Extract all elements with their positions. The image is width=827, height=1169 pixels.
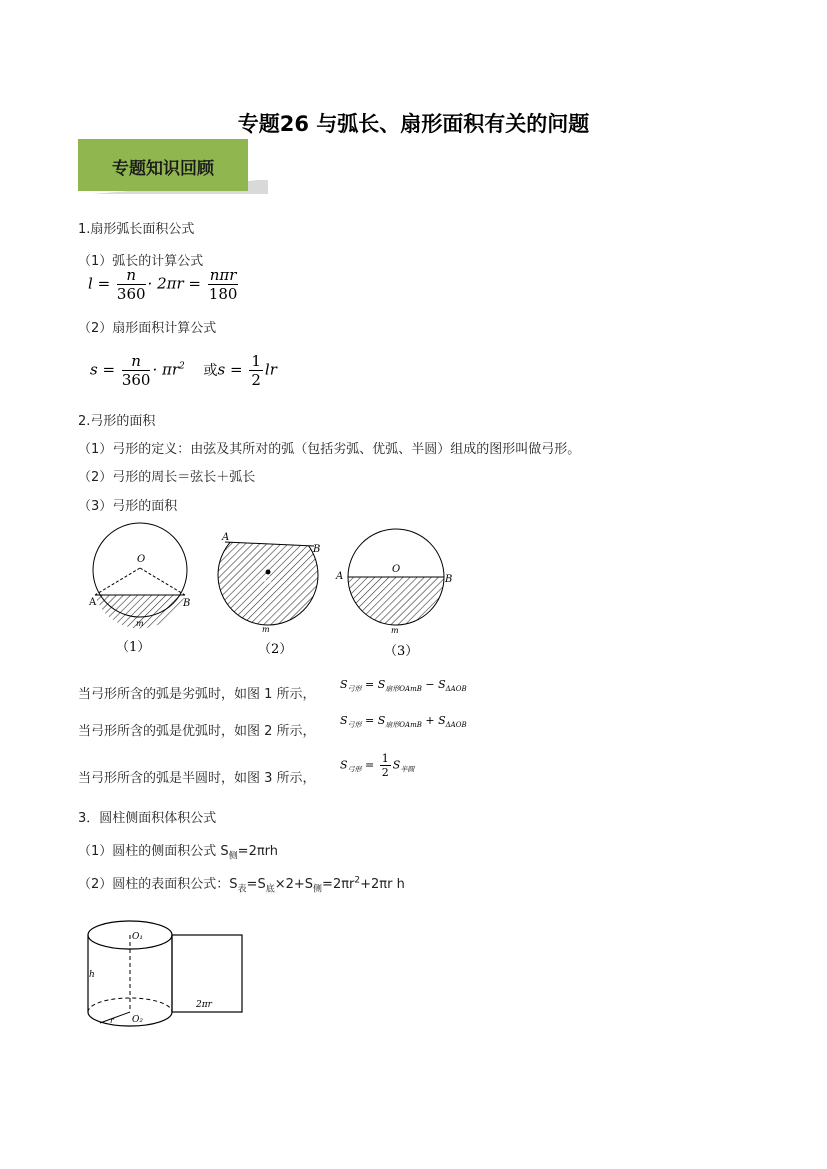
svg-text:m: m <box>136 619 144 628</box>
sector-area-formula: s = $\frac{n}{360}$ · $\pi r^2$ 或s = $\frac{1}{2}$ lr <box>90 352 277 389</box>
figure-1-label: （1） <box>116 640 151 655</box>
minor-arc-formula: $S_{弓形} = S_{扇形OAmB} - S_{\Delta AOB}$ <box>340 678 467 694</box>
svg-text:B: B <box>313 544 321 555</box>
arc-length-formula: l = $\frac{n}{360}$ · 2πr = $\frac{\text{nπr}}{180}$ <box>88 266 238 303</box>
semicircle-text: 当弓形所含的弧是半圆时，如图 3 所示， <box>78 771 316 786</box>
figure-3-label: （3） <box>384 644 419 659</box>
svg-text:h: h <box>89 970 95 980</box>
surface-area-formula: （2）圆柱的表面积公式：$S_表=S_底\times 2+S_侧=2\pi r^2+2\pi r$ h <box>78 875 405 895</box>
svg-text:O: O <box>264 576 273 587</box>
banner-label: 专题知识回顾 <box>112 159 214 179</box>
svg-text:O₁: O₁ <box>132 932 143 942</box>
segment-definition: （1）弓形的定义：由弦及其所对的弧（包括劣弧、优弧、半圆）组成的图形叫做弓形。 <box>78 442 581 457</box>
or-text: 或 <box>203 362 218 379</box>
major-arc-text: 当弓形所含的弧是优弧时，如图 2 所示， <box>78 724 316 739</box>
section2-heading: 2.弓形的面积 <box>78 414 156 429</box>
svg-text:m: m <box>262 625 270 634</box>
svg-text:A: A <box>222 532 230 543</box>
svg-text:O₂: O₂ <box>132 1015 143 1025</box>
major-arc-formula: $S_{弓形} = S_{扇形OAmB} + S_{\Delta AOB}$ <box>340 714 467 730</box>
segment-perimeter: （2）弓形的周长＝弦长＋弧长 <box>78 470 256 485</box>
section1-heading: 1.扇形弧长面积公式 <box>78 222 195 237</box>
page-title: 专题26 与弧长、扇形面积有关的问题 <box>237 112 590 136</box>
segment-figures <box>78 520 458 660</box>
svg-text:m: m <box>391 626 399 635</box>
figure-2-major-segment <box>218 521 320 657</box>
figure-1-minor-segment <box>88 523 190 655</box>
svg-text:2πr: 2πr <box>196 1000 212 1010</box>
svg-text:A: A <box>89 597 97 608</box>
svg-text:O: O <box>137 554 146 565</box>
figure-3-semicircle-segment <box>335 529 452 659</box>
svg-text:B: B <box>445 574 453 585</box>
svg-text:O: O <box>392 564 401 575</box>
segment-area-label: （3）弓形的面积 <box>78 499 178 514</box>
figure-2-label: （2） <box>258 642 293 657</box>
svg-text:A: A <box>336 571 344 582</box>
section3-heading: 3．圆柱侧面积体积公式 <box>78 811 217 826</box>
svg-text:r: r <box>110 1016 114 1025</box>
lateral-area-formula: （1）圆柱的侧面积公式 $S_侧=2\pi rh$ <box>78 844 279 862</box>
semicircle-formula: $S_{弓形}$ = $\frac{1}{2}$ $S_{半圆}$ <box>340 752 415 779</box>
section-banner <box>78 139 248 191</box>
sector-area-label: （2）扇形面积计算公式 <box>78 321 217 336</box>
cylinder-figure <box>80 912 260 1037</box>
svg-text:B: B <box>183 598 191 609</box>
arc-length-label: （1）弧长的计算公式 <box>78 254 204 269</box>
minor-arc-text: 当弓形所含的弧是劣弧时，如图 1 所示， <box>78 687 316 702</box>
